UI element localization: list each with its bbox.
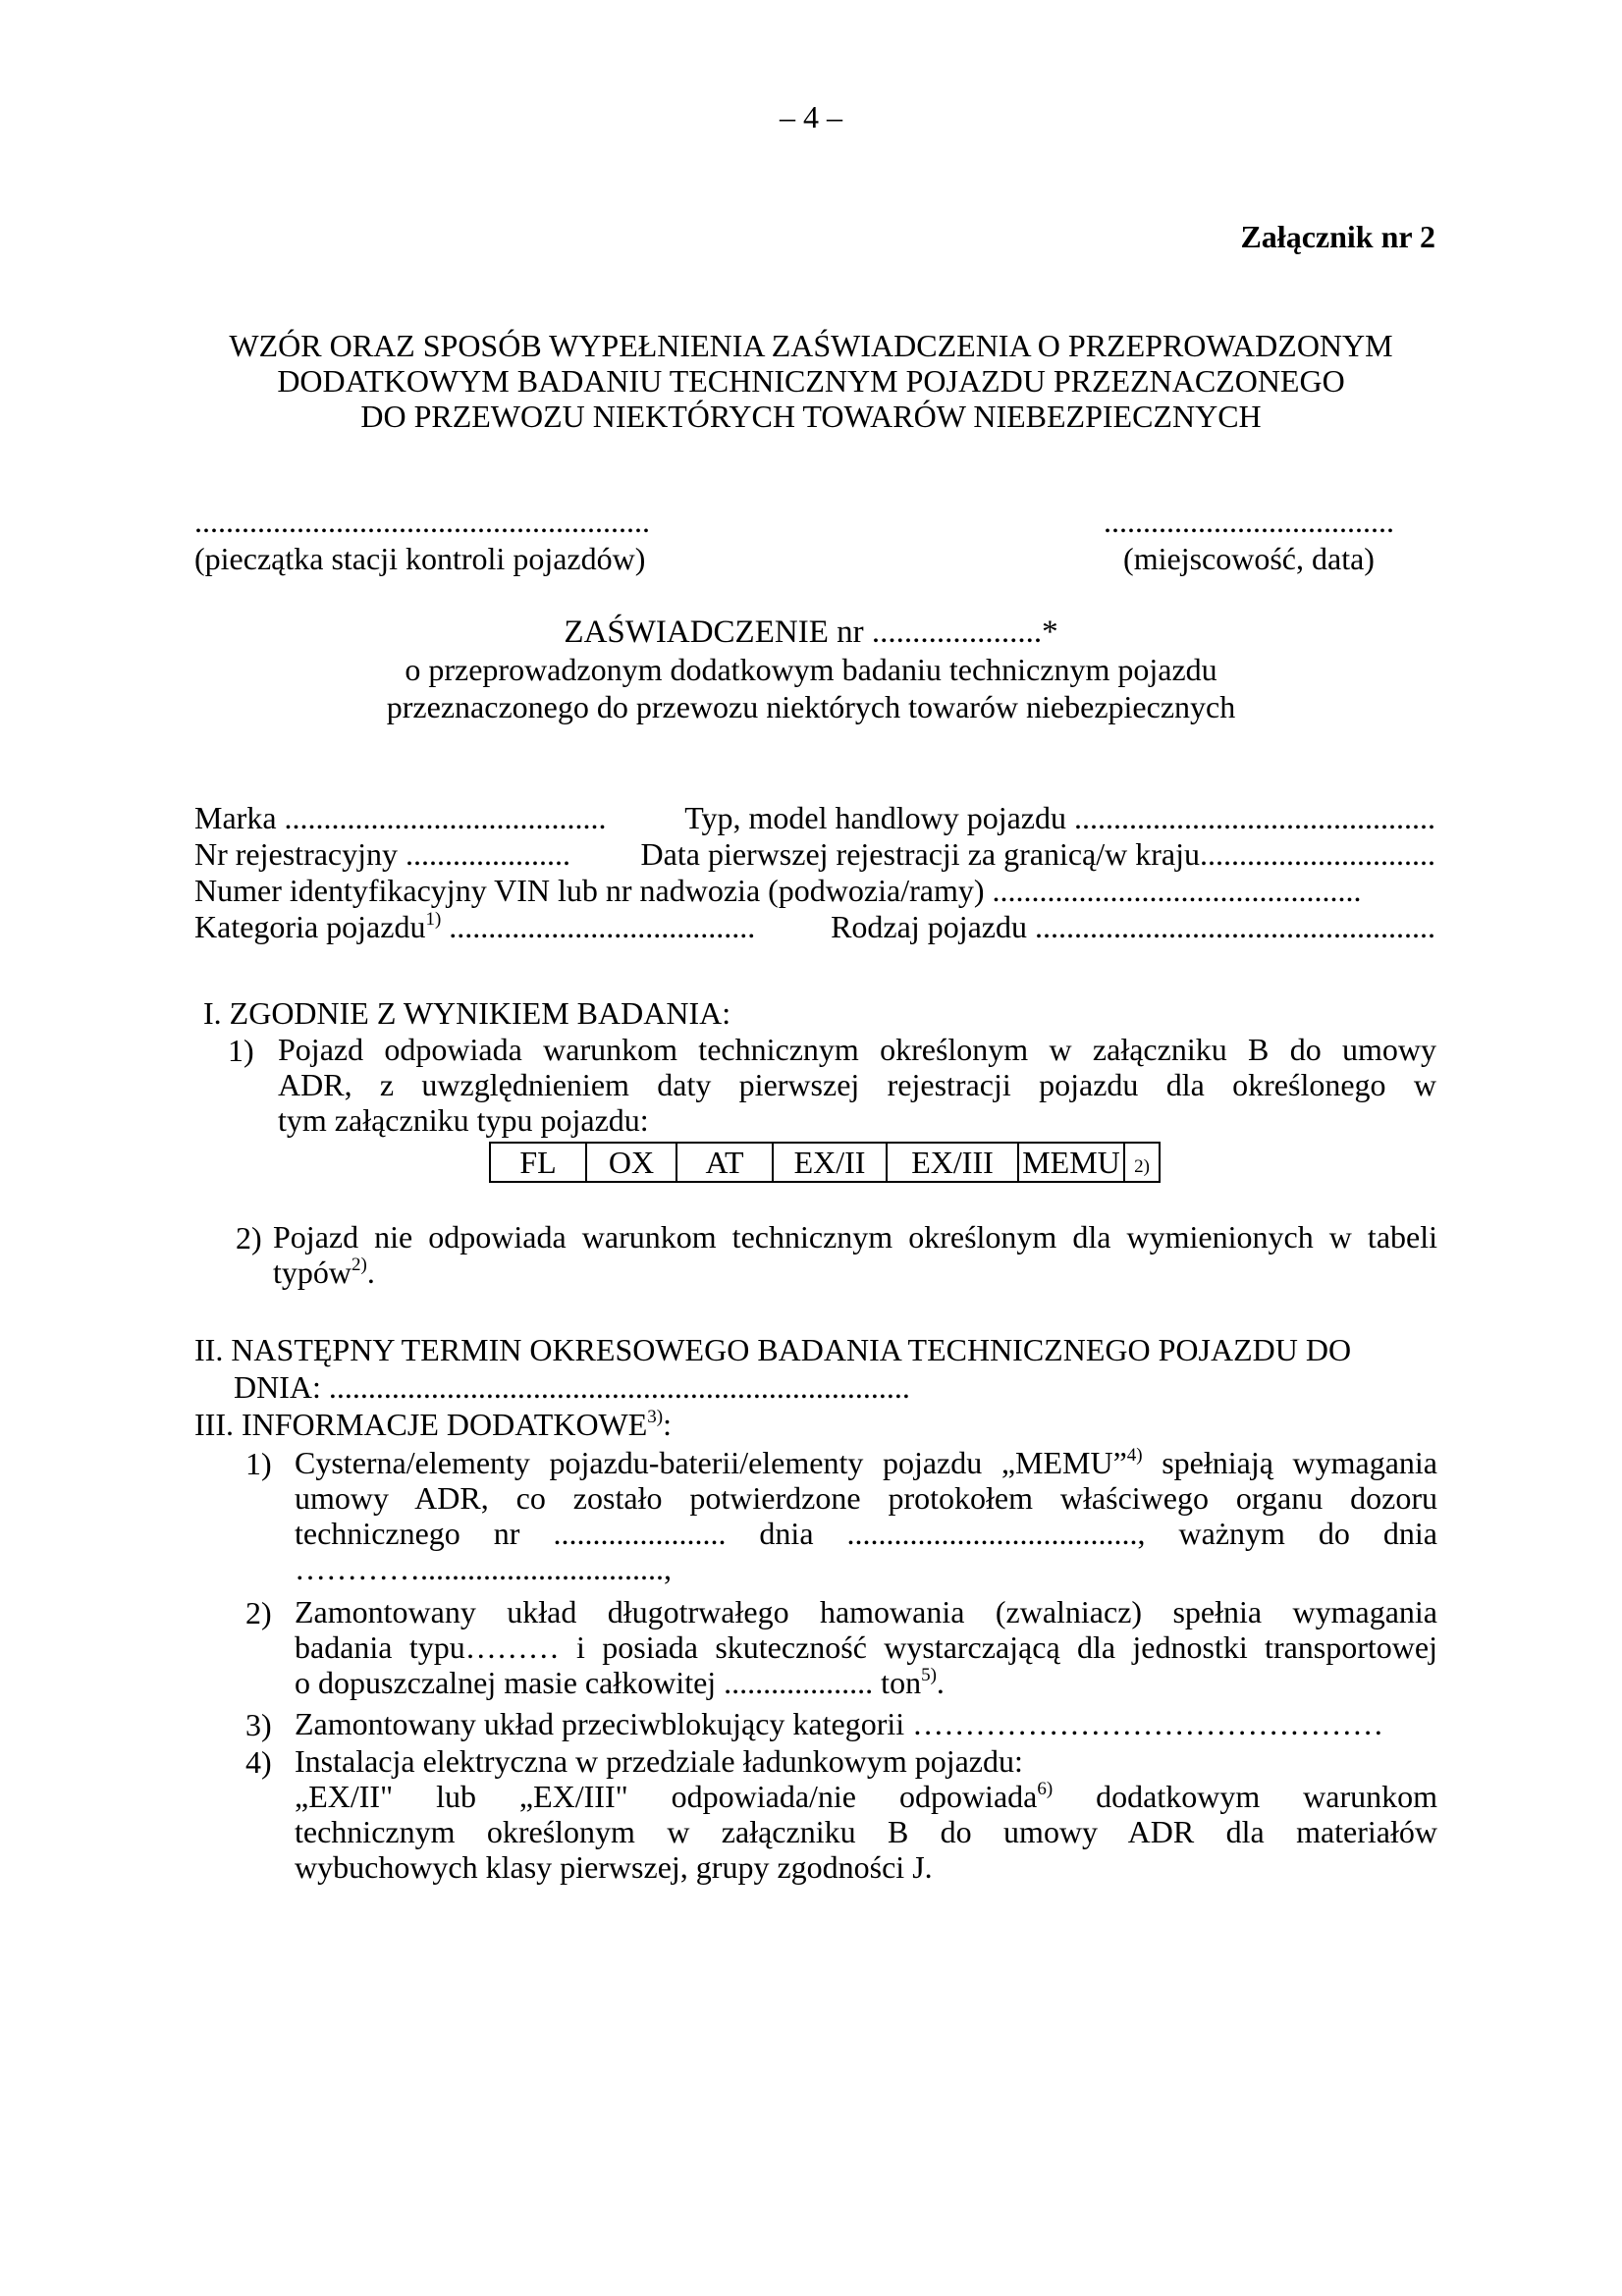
section-1-item-2-number: 2) xyxy=(236,1220,262,1255)
text-fragment: o dopuszczalnej masie całkowitej ................... ton xyxy=(295,1665,922,1700)
section-1-heading: I. ZGODNIE Z WYNIKIEM BADANIA: xyxy=(203,995,731,1031)
stamp-label: (pieczątka stacji kontroli pojazdów) xyxy=(194,541,646,576)
section-3-item-4-text xyxy=(295,1743,1437,1885)
footnote-ref: 6) xyxy=(1037,1779,1054,1799)
type-cell-at: AT xyxy=(676,1143,773,1182)
text-fragment: : xyxy=(663,1407,673,1442)
section-3-item-1-number: 1) xyxy=(245,1446,272,1481)
text-fragment: . xyxy=(366,1255,375,1290)
footnote-ref: 2) xyxy=(351,1255,367,1275)
page-number: – 4 – xyxy=(780,99,842,134)
footnote-ref: 3) xyxy=(647,1407,664,1427)
section-3-item-2-text xyxy=(295,1594,1437,1700)
text-line: technicznym określonym w załączniku B do umowy ADR dla materiałów xyxy=(295,1814,1437,1849)
section-3-item-4-number: 4) xyxy=(245,1744,272,1780)
type-cell-ex-ii: EX/II xyxy=(773,1143,887,1182)
certificate-heading xyxy=(0,614,1622,725)
section-3-item-1-text xyxy=(295,1445,1437,1586)
field-type-model: Typ, model handlowy pojazdu .............................................. xyxy=(684,800,1435,835)
text-line: Instalacja elektryczna w przedziale ładunkowym pojazdu: xyxy=(295,1743,1023,1779)
section-1-item-1-text xyxy=(278,1032,1436,1138)
field-category-dots: ....................................... xyxy=(441,909,756,944)
text-line: Zamontowany układ długotrwałego hamowania (zwalniacz) spełnia wymagania xyxy=(295,1594,1437,1629)
text-line: Zamontowany układ przeciwblokujący kategorii ……………………………………… xyxy=(295,1706,1384,1741)
section-3-title: III. INFORMACJE DODATKOWE xyxy=(194,1407,648,1442)
text-line: ADR, z uwzględnieniem daty pierwszej rejestracji pojazdu dla określonego w xyxy=(278,1067,1436,1102)
text-line xyxy=(295,1445,1437,1480)
field-row-make xyxy=(194,800,1435,836)
annex-label: Załącznik nr 2 xyxy=(1240,219,1435,254)
text-line: Pojazd nie odpowiada warunkom technicznym określonym dla wymienionych w tabeli xyxy=(273,1219,1437,1255)
type-cell-fl: FL xyxy=(490,1143,586,1182)
title-line-1: WZÓR ORAZ SPOSÓB WYPEŁNIENIA ZAŚWIADCZENIA O PRZEPROWADZONYM xyxy=(229,328,1393,363)
certificate-title: ZAŚWIADCZENIE nr .....................* xyxy=(564,614,1058,650)
text-line: umowy ADR, co zostało potwierdzone protokołem właściwego organu dozoru xyxy=(295,1480,1437,1516)
section-2-heading: II. NASTĘPNY TERMIN OKRESOWEGO BADANIA TECHNICZNEGO POJAZDU DO xyxy=(194,1332,1352,1367)
section-3-item-3-number: 3) xyxy=(245,1707,272,1742)
text-line: Pojazd odpowiada warunkom technicznym określonym w załączniku B do umowy xyxy=(278,1032,1436,1067)
section-3-heading xyxy=(194,1406,672,1443)
text-line xyxy=(295,1779,1437,1814)
place-dots: ..................................... xyxy=(1104,504,1394,539)
section-1-item-1-number: 1) xyxy=(228,1033,254,1068)
certificate-subtitle-1: o przeprowadzonym dodatkowym badaniu technicznym pojazdu xyxy=(405,652,1217,687)
section-3-item-3-text xyxy=(295,1706,1437,1741)
certificate-subtitle-2: przeznaczonego do przewozu niektórych towarów niebezpiecznych xyxy=(386,689,1236,724)
text-line: badania typu……… i posiada skuteczność wystarczającą dla jednostki transportowej xyxy=(295,1629,1437,1665)
footnote-ref: 5) xyxy=(921,1665,937,1685)
field-vehicle-kind: Rodzaj pojazdu ................................................... xyxy=(831,909,1435,944)
footnote-ref: 1) xyxy=(425,909,442,930)
section-1-item-2-text xyxy=(273,1219,1437,1290)
field-row-category xyxy=(194,909,1435,945)
type-cell-footnote xyxy=(1124,1143,1160,1182)
footnote-ref: 4) xyxy=(1126,1445,1143,1466)
text-line: wybuchowych klasy pierwszej, grupy zgodności J. xyxy=(295,1849,933,1885)
place-label: (miejscowość, data) xyxy=(1123,541,1375,576)
field-first-registration: Data pierwszej rejestracji za granicą/w kraju.............................. xyxy=(640,836,1435,872)
title-line-2: DODATKOWYM BADANIU TECHNICZNYM POJAZDU PRZEZNACZONEGO xyxy=(277,363,1345,399)
text-fragment: . xyxy=(936,1665,945,1700)
footnote-ref: 2) xyxy=(1134,1156,1150,1177)
type-cell-ox: OX xyxy=(586,1143,676,1182)
title-line-3: DO PRZEWOZU NIEKTÓRYCH TOWARÓW NIEBEZPIECZNYCH xyxy=(360,399,1262,434)
section-3-item-2-number: 2) xyxy=(245,1595,272,1630)
document-title xyxy=(0,328,1622,434)
text-line: technicznego nr ...................... dnia ....................................., ważnym do dnia xyxy=(295,1516,1437,1551)
text-fragment: Cysterna/elementy pojazdu-baterii/elementy pojazdu „MEMU” xyxy=(295,1445,1127,1480)
field-row-registration xyxy=(194,836,1435,873)
text-line xyxy=(295,1665,1437,1700)
section-2-date: DNIA: .......................................................................... xyxy=(234,1369,910,1405)
text-fragment: dodatkowym warunkom xyxy=(1053,1779,1437,1814)
place-date-block xyxy=(1104,503,1394,577)
field-make: Marka ......................................... xyxy=(194,800,607,835)
field-category-label: Kategoria pojazdu xyxy=(194,909,426,944)
vehicle-types-table xyxy=(489,1142,1161,1183)
text-line xyxy=(273,1255,1437,1290)
field-registration-number: Nr rejestracyjny ..................... xyxy=(194,836,571,872)
stamp-dots: .......................................................... xyxy=(194,504,650,539)
text-line: …………..............................., xyxy=(295,1551,672,1586)
vehicle-fields xyxy=(194,800,1435,945)
type-cell-memu: MEMU xyxy=(1018,1143,1124,1182)
type-cell-ex-iii: EX/III xyxy=(887,1143,1018,1182)
text-fragment: „EX/II" lub „EX/III" odpowiada/nie odpowiada xyxy=(295,1779,1038,1814)
text-fragment: typów xyxy=(273,1255,351,1290)
field-category xyxy=(194,909,755,945)
text-line: tym załączniku typu pojazdu: xyxy=(278,1102,649,1138)
text-fragment: spełniają wymagania xyxy=(1142,1445,1437,1480)
field-vin: Numer identyfikacyjny VIN lub nr nadwozia (podwozia/ramy) ............................................... xyxy=(194,873,1362,908)
stamp-block xyxy=(194,503,650,577)
